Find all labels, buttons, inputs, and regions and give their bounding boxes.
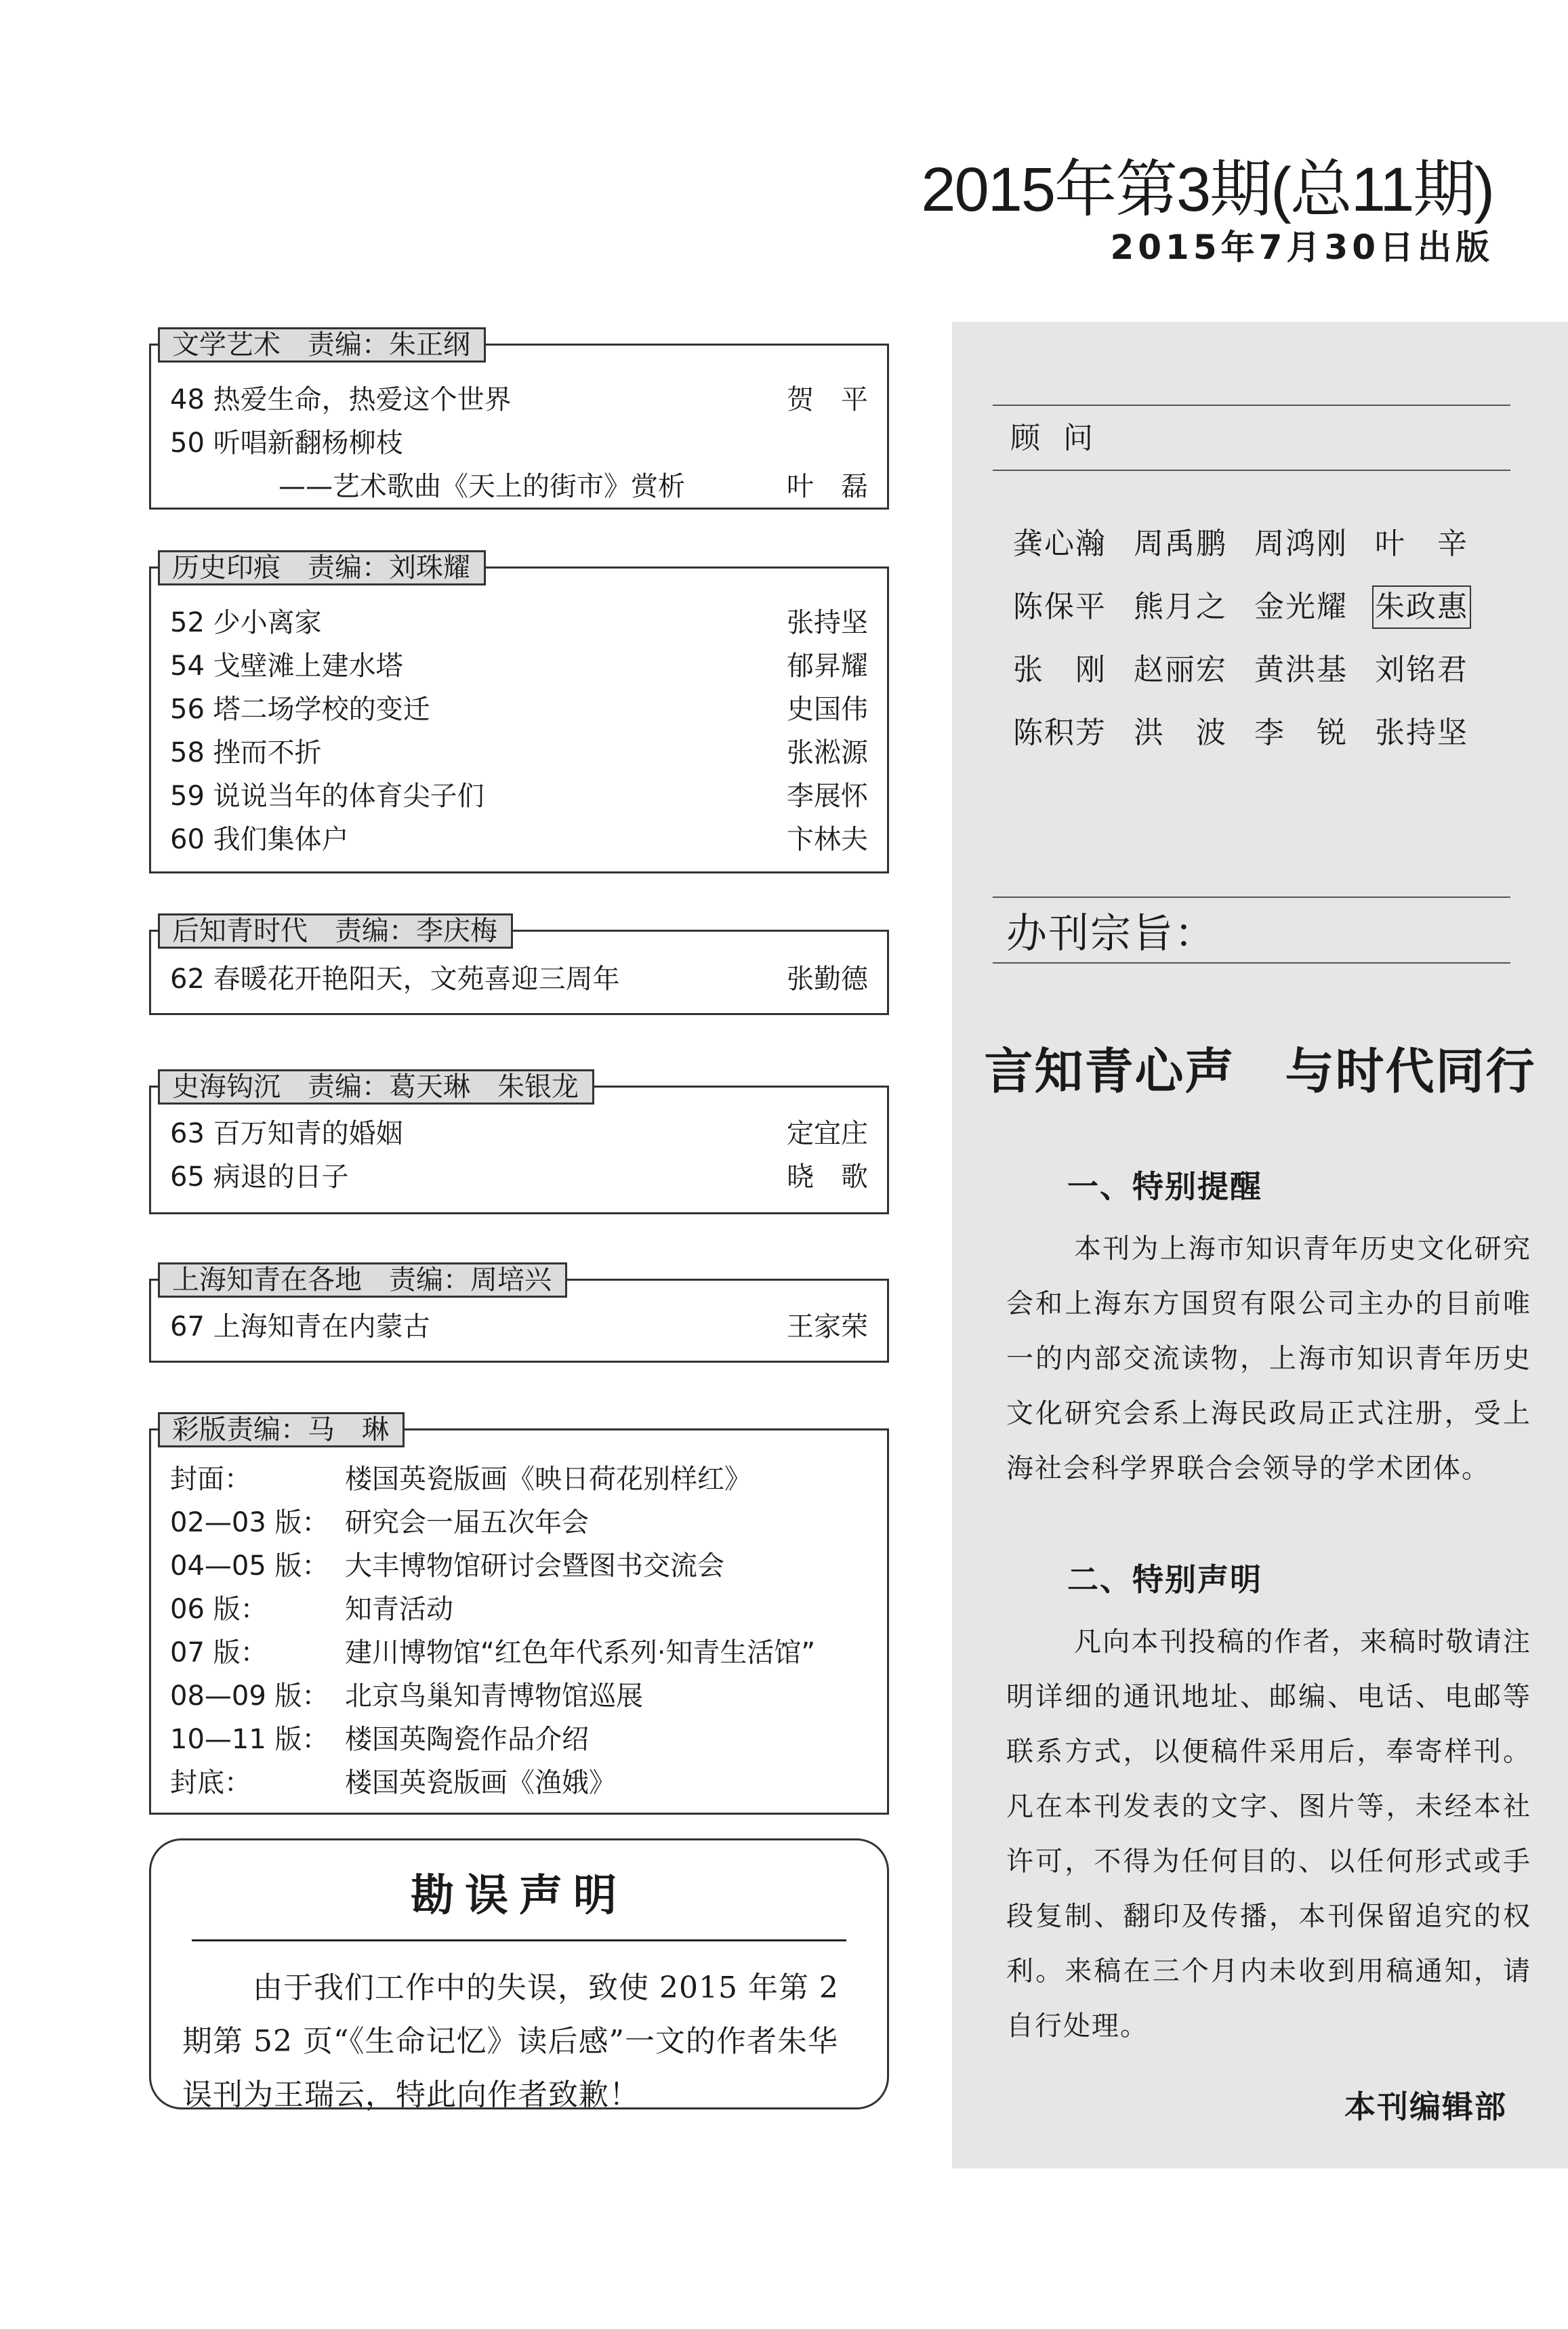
toc-author: 贺 平 [787,384,868,415]
plate-title: 楼国英瓷版画《渔娥》 [345,1767,616,1798]
advisors-heading: 顾问 [1010,421,1116,455]
advisor-name: 陈积芳 [1013,716,1107,750]
toc-author: 史国伟 [787,694,868,725]
issue-title: 2015年第3期(总11期) [921,155,1493,224]
advisor-name: 熊月之 [1134,590,1227,624]
plate-label: 08—09 版： [170,1681,329,1712]
toc-title: 58 挫而不折 [170,737,322,768]
statement-heading: 二、特别声明 [1067,1561,1262,1598]
advisor-name: 陈保平 [1013,590,1107,624]
plate-entry [170,1631,868,1674]
toc-entry[interactable] [170,1155,868,1199]
toc-section-shanghai-youth [149,1264,889,1363]
toc-entry[interactable] [170,957,868,1001]
section-tag: 史海钩沉 责编：葛天琳 朱银龙 [158,1069,594,1105]
toc-author: 卞林夫 [787,824,868,855]
notice-paragraph: 本刊为上海市知识青年历史文化研究会和上海东方国贸有限公司主办的目前唯一的内部交流读物，上海市知识青年历史文化研究会系上海民政局正式注册，受上海社会科学界联合会领导的学术团体。 [1006,1233,1531,1484]
toc-entry[interactable] [170,378,868,421]
toc-author: 定宜庄 [787,1118,868,1149]
advisor-name: 周禹鹏 [1134,527,1227,561]
plate-entry [170,1501,868,1544]
advisor-name: 李 锐 [1254,716,1348,750]
advisor-row [1013,651,1555,714]
toc-author: 李展怀 [787,781,868,812]
plate-title: 北京鸟巢知青博物馆巡展 [345,1681,643,1712]
advisor-list [1013,525,1555,777]
toc-author: 张勤德 [787,964,868,995]
plate-label: 封底： [170,1767,251,1798]
section-tag: 历史印痕 责编：刘珠耀 [158,550,486,585]
toc-title: 50 听唱新翻杨柳枝 [170,428,403,459]
plate-label: 02—03 版： [170,1507,329,1538]
advisor-row [1013,714,1555,777]
advisor-name: 叶 辛 [1375,527,1468,561]
divider [993,470,1510,471]
toc-entry[interactable] [170,1112,868,1155]
toc-section-color-pages [149,1414,889,1815]
errata-divider [192,1939,846,1941]
plate-label: 封面： [170,1464,251,1495]
toc-section-literature [149,329,889,510]
toc-entry[interactable] [170,601,868,644]
issue-date: 2015年7月30日出版 [1110,228,1493,267]
toc-entry[interactable] [170,818,868,861]
toc-entry[interactable] [170,1305,868,1348]
toc-title: 67 上海知青在内蒙古 [170,1311,430,1342]
toc-author: 叶 磊 [787,471,868,502]
section-tag: 上海知青在各地 责编：周培兴 [158,1262,567,1298]
section-tag: 后知青时代 责编：李庆梅 [158,913,513,949]
plate-title: 研究会一届五次年会 [345,1507,589,1538]
advisor-name: 周鸿刚 [1254,527,1348,561]
plate-title: 建川博物馆“红色年代系列·知青生活馆” [345,1637,816,1668]
toc-entry[interactable] [170,421,868,465]
advisor-name: 刘铭君 [1375,653,1468,687]
toc-author: 王家荣 [787,1311,868,1342]
toc-entry[interactable] [170,731,868,775]
advisor-name: 金光耀 [1254,590,1348,624]
toc-title: 52 少小离家 [170,607,322,638]
divider [993,896,1510,898]
plate-label: 04—05 版： [170,1550,329,1582]
plate-title: 大丰博物馆研讨会暨图书交流会 [345,1550,724,1582]
advisor-name-boxed: 朱政惠 [1375,588,1468,626]
toc-title: 56 塔二场学校的变迁 [170,694,430,725]
errata-box [149,1838,889,2112]
purpose-heading: 办刊宗旨： [1006,910,1216,957]
toc-entry[interactable] [170,688,868,731]
toc-section-history [149,552,889,873]
sidebar-panel [952,322,1568,2168]
toc-title: 48 热爱生命，热爱这个世界 [170,384,512,415]
plate-entry [170,1718,868,1761]
advisor-name: 洪 波 [1134,716,1227,750]
toc-title: 62 春暖花开艳阳天，文苑喜迎三周年 [170,964,620,995]
toc-title: 65 病退的日子 [170,1161,349,1193]
plate-title: 楼国英瓷版画《映日荷花别样红》 [345,1464,751,1495]
section-tag: 文学艺术 责编：朱正纲 [158,327,486,363]
plate-label: 06 版： [170,1594,268,1625]
plate-entry [170,1458,868,1501]
slogan: 言知青心声 与时代同行 [984,1043,1536,1100]
advisor-name: 张 刚 [1013,653,1107,687]
toc-title: 54 戈壁滩上建水塔 [170,651,403,682]
toc-title: 59 说说当年的体育尖子们 [170,781,484,812]
advisor-row [1013,588,1555,651]
plate-entry [170,1544,868,1588]
toc-title: 63 百万知青的婚姻 [170,1118,403,1149]
statement-paragraph: 凡向本刊投稿的作者，来稿时敬请注明详细的通讯地址、邮编、电话、电邮等联系方式，以便稿件采用后，奉寄样刊。凡在本刊发表的文字、图片等，未经本社许可，不得为任何目的、以任何形式或手段复制、翻印及传播，本刊保留追究的权利。来稿在三个月内未收到用稿通知，请自行处理。 [1006,1626,1531,2042]
toc-author: 郁昇耀 [787,651,868,682]
toc-title: 60 我们集体户 [170,824,349,855]
errata-title: 勘误声明 [411,1871,627,1921]
notice-heading: 一、特别提醒 [1067,1168,1262,1205]
toc-author: 张持坚 [787,607,868,638]
toc-entry-subtitle [170,465,868,508]
toc-section-post-era [149,915,889,1015]
plate-entry [170,1674,868,1718]
plate-title: 楼国英陶瓷作品介绍 [345,1724,589,1755]
divider [993,405,1510,406]
section-tag: 彩版责编：马 琳 [158,1412,405,1447]
plate-entry [170,1761,868,1805]
toc-entry[interactable] [170,775,868,818]
editorial-signature: 本刊编辑部 [1344,2088,1507,2125]
advisor-name: 张持坚 [1375,716,1468,750]
plate-label: 10—11 版： [170,1724,329,1755]
advisor-row [1013,525,1555,588]
divider [993,962,1510,964]
toc-entry[interactable] [170,644,868,688]
advisor-name: 黄洪基 [1254,653,1348,687]
toc-subtitle: ——艺术歌曲《天上的街市》赏析 [278,471,685,502]
plate-label: 07 版： [170,1637,268,1668]
toc-author: 晓 歌 [787,1161,868,1193]
toc-author: 张淞源 [787,737,868,768]
errata-body: 由于我们工作中的失误，致使 2015 年第 2 期第 52 页“《生命记忆》读后感”一文的作者朱华误刊为王瑞云，特此向作者致歉！ [182,1971,839,2112]
toc-section-history-sea [149,1071,889,1214]
advisor-name: 龚心瀚 [1013,527,1107,561]
plate-entry [170,1588,868,1631]
plate-title: 知青活动 [345,1594,453,1625]
advisor-name: 赵丽宏 [1134,653,1227,687]
